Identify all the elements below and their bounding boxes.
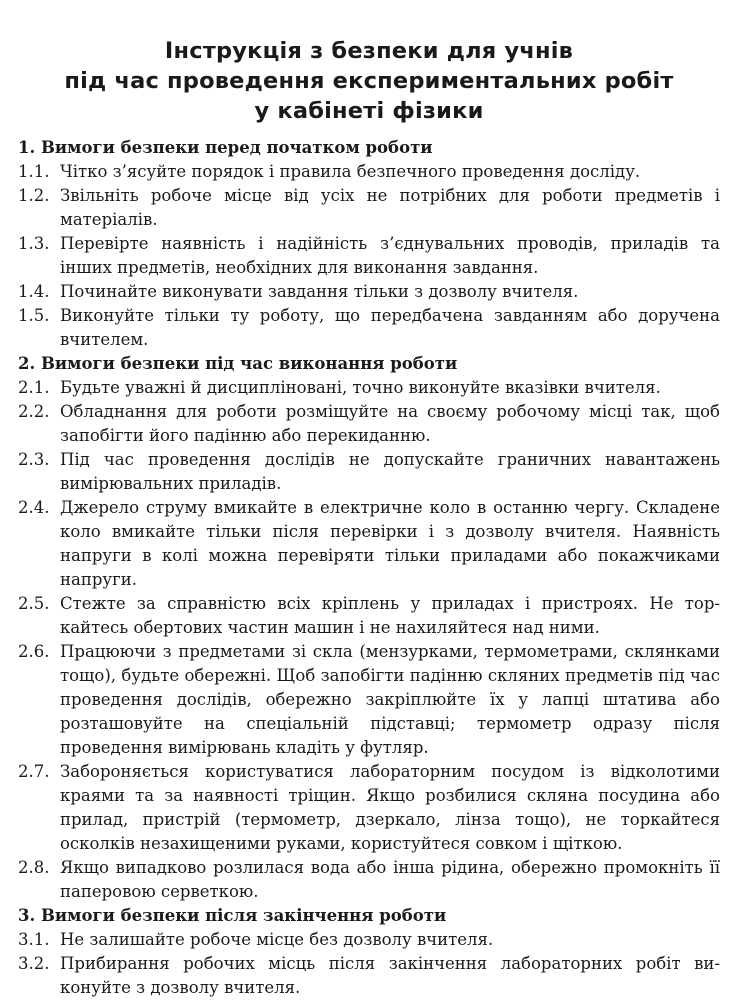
item-number: 2.7. xyxy=(18,762,50,781)
item-text: Не залишайте робоче місце без дозволу вчителя. xyxy=(60,930,494,949)
item-number: 3.2. xyxy=(18,954,50,973)
item-number: 1.1. xyxy=(18,162,50,181)
document-title xyxy=(18,36,720,126)
item-number: 2.6. xyxy=(18,642,50,661)
item-number: 2.2. xyxy=(18,402,50,421)
list-item xyxy=(18,160,720,184)
list-item xyxy=(18,640,720,760)
list-item xyxy=(18,376,720,400)
item-number: 2.1. xyxy=(18,378,50,397)
list-item xyxy=(18,280,720,304)
title-line-2: під час проведення експериментальних робіт xyxy=(64,68,674,94)
item-text: Під час проведення дослідів не допускайте граничних навантажень вимірювальних приладів. xyxy=(60,450,720,493)
list-item xyxy=(18,448,720,496)
item-text: Виконуйте тільки ту роботу, що передбачена завданням або доручена вчителем. xyxy=(60,306,720,349)
item-number: 2.3. xyxy=(18,450,50,469)
list-item xyxy=(18,952,720,1000)
section-during-work xyxy=(18,352,720,904)
item-text: Якщо випадково розлилася вода або інша рідина, обережно промокніть її паперовою серветкою. xyxy=(60,858,720,901)
list-item xyxy=(18,856,720,904)
list-item xyxy=(18,760,720,856)
title-line-3: у кабінеті фізики xyxy=(254,98,484,124)
section-heading: 1. Вимоги безпеки перед початком роботи xyxy=(18,138,433,157)
item-number: 3.1. xyxy=(18,930,50,949)
item-number: 1.4. xyxy=(18,282,50,301)
list-item xyxy=(18,184,720,232)
item-text: Будьте уважні й дисципліновані, точно виконуйте вказівки вчителя. xyxy=(60,378,661,397)
item-text: Працюючи з предметами зі скла (мензурками, термометрами, склянками тощо), будьте обережні. Щоб запобігти падінню скляних предметів під час проведення дослідів, обережно закріплюйте їх у лапці штатива або розташовуйте на спеціальній підставці; термометр одразу після проведення вимірювань кладіть у футляр. xyxy=(60,642,720,757)
item-number: 2.4. xyxy=(18,498,50,517)
item-text: Прибирання робочих місць після закінчення лабораторних робіт виконуйте з дозволу вчителя. xyxy=(60,954,720,997)
list-item xyxy=(18,304,720,352)
item-text: Обладнання для роботи розміщуйте на своєму робочому місці так, щоб запобігти його падінню або перекиданню. xyxy=(60,402,720,445)
item-text: Стежте за справністю всіх кріплень у приладах і пристроях. Не торкайтесь обертових частин машин і не нахиляйтеся над ними. xyxy=(60,594,720,637)
list-item xyxy=(18,592,720,640)
item-number: 1.3. xyxy=(18,234,50,253)
list-item xyxy=(18,496,720,592)
item-number: 1.5. xyxy=(18,306,50,325)
list-item xyxy=(18,400,720,448)
list-item xyxy=(18,232,720,280)
section-before-work xyxy=(18,136,720,352)
item-text: Чітко з’ясуйте порядок і правила безпечного проведення досліду. xyxy=(60,162,641,181)
item-text: Перевірте наявність і надійність з’єднувальних проводів, приладів та інших предметів, необхідних для виконання завдання. xyxy=(60,234,720,277)
item-number: 2.5. xyxy=(18,594,50,613)
section-heading: 3. Вимоги безпеки після закінчення роботи xyxy=(18,906,447,925)
list-item xyxy=(18,928,720,952)
item-text: Джерело струму вмикайте в електричне коло в останню чергу. Складене коло вмикайте тільки після перевірки і з дозволу вчителя. Наявність напруги в колі можна перевіряти тільки приладами або покажчиками напруги. xyxy=(60,498,720,589)
item-text: Забороняється користуватися лабораторним посудом із відколотими краями та за наявності тріщин. Якщо розбилися скляна посудина або прилад, пристрій (термометр, дзеркало, лінза тощо), не торкайтеся осколків незахищеними руками, користуйтеся совком і щіткою. xyxy=(60,762,720,853)
item-number: 1.2. xyxy=(18,186,50,205)
section-heading: 2. Вимоги безпеки під час виконання роботи xyxy=(18,354,458,373)
item-number: 2.8. xyxy=(18,858,50,877)
section-after-work xyxy=(18,904,720,1000)
item-text: Звільніть робоче місце від усіх не потрібних для роботи предметів і матеріалів. xyxy=(60,186,720,229)
item-text: Починайте виконувати завдання тільки з дозволу вчителя. xyxy=(60,282,579,301)
title-line-1: Інструкція з безпеки для учнів xyxy=(164,38,574,64)
